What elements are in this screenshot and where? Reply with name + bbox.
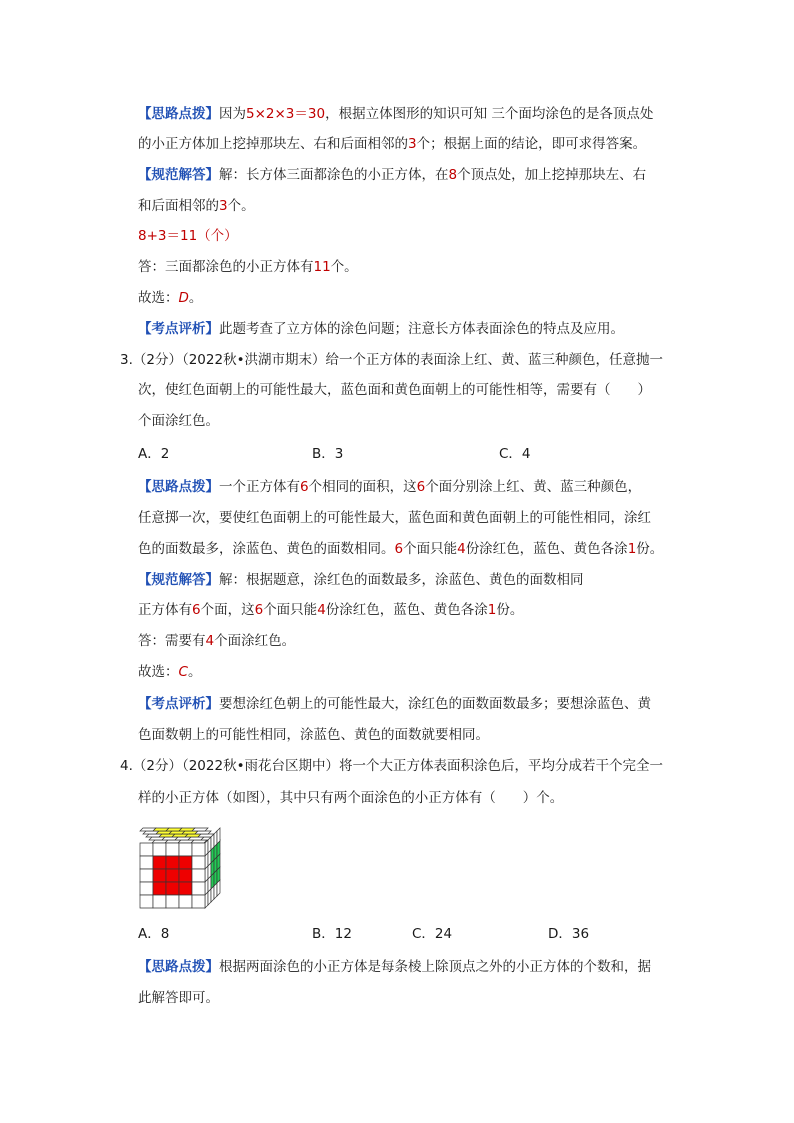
q2-calc: 8+3＝11（个） <box>138 228 238 244</box>
cube-front-cell <box>166 869 179 882</box>
q4-option-a: A．8 <box>138 926 170 942</box>
cube-front-cell <box>153 895 166 908</box>
q3-stem-line-2: 次，使红色面朝上的可能性最大，蓝色面和黄色面朝上的可能性相等，需要有（ ） <box>138 382 651 398</box>
cube-side-cell <box>208 889 211 905</box>
q4-stem-line-1: 4.（2分）（2022秋•雨花台区期中）将一个大正方体表面积涂色后，平均分成若干个完全一 <box>120 758 664 774</box>
q3-hint-line-2: 任意掷一次，要使红色面朝上的可能性最大，蓝色面和黄色面朝上的可能性相同，涂红 <box>138 510 651 526</box>
q3-answer-line-2: 正方体有6个面，这6个面只能4份涂红色，蓝色、黄色各涂1份。 <box>138 602 524 618</box>
q2-choice: 故选：D。 <box>138 290 203 306</box>
q4-option-b: B．12 <box>312 926 352 942</box>
q2-answer-label: 【规范解答】 <box>138 167 219 183</box>
cube-front-cell <box>153 882 166 895</box>
q4-option-d: D．36 <box>548 926 590 942</box>
cube-front-cell <box>192 856 205 869</box>
q4-hint-line-1: 【思路点拨】根据两面涂色的小正方体是每条棱上除顶点之外的小正方体的个数和，据 <box>138 959 651 975</box>
cube-front-cell <box>140 869 153 882</box>
cube-front-cell <box>179 869 192 882</box>
cube-side-cell <box>205 892 208 908</box>
cube-front-cell <box>140 843 153 856</box>
q4-hint-line-2: 此解答即可。 <box>138 990 219 1006</box>
q3-option-c: C．4 <box>499 446 531 462</box>
q4-option-c: C．24 <box>412 926 453 942</box>
q2-hint-line-1: 【思路点拨】因为5×2×3＝30，根据立体图形的知识可知 三个面均涂色的是各顶点处 <box>138 106 654 122</box>
cube-front-cell <box>153 869 166 882</box>
q3-review-line-1: 【考点评析】要想涂红色朝上的可能性最大，涂红色的面数面数最多；要想涂蓝色、黄 <box>138 696 651 712</box>
cube-front-cell <box>140 856 153 869</box>
cube-front-cell <box>166 856 179 869</box>
cube-front-cell <box>192 869 205 882</box>
q3-review-line-2: 色面数朝上的可能性相同，涂蓝色、黄色的面数就要相同。 <box>138 727 489 743</box>
q3-stem-line-1: 3.（2分）（2022秋•洪湖市期末）给一个正方体的表面涂上红、黄、蓝三种颜色，任意抛一 <box>120 352 664 368</box>
q3-stem-line-3: 个面涂红色。 <box>138 413 219 429</box>
cube-front-cell <box>166 882 179 895</box>
cube-side-cell <box>214 883 217 899</box>
q2-review-label: 【考点评析】 <box>138 321 219 337</box>
cube-front-cell <box>153 843 166 856</box>
cube-top-cell <box>195 831 211 834</box>
q2-hint-label: 【思路点拨】 <box>138 106 219 122</box>
cube-front-cell <box>166 895 179 908</box>
cube-front-cell <box>192 843 205 856</box>
cube-top-cell <box>192 828 208 831</box>
painted-cube-figure <box>138 826 224 912</box>
cube-front-cell <box>179 843 192 856</box>
q3-hint-label: 【思路点拨】 <box>138 479 219 495</box>
q3-hint-line-3: 色的面数最多，涂蓝色、黄色的面数相同。6个面只能4份涂红色，蓝色、黄色各涂1份。 <box>138 541 664 557</box>
cube-front-cell <box>140 895 153 908</box>
q4-stem-line-2: 样的小正方体（如图），其中只有两个面涂色的小正方体有（ ）个。 <box>138 790 564 806</box>
cube-front-cell <box>140 882 153 895</box>
q2-reply: 答：三面都涂色的小正方体有11个。 <box>138 259 358 275</box>
cube-front-cell <box>192 882 205 895</box>
cube-front-cell <box>179 856 192 869</box>
cube-front-cell <box>153 856 166 869</box>
q3-choice: 故选：C。 <box>138 664 202 680</box>
q3-review-label: 【考点评析】 <box>138 696 219 712</box>
cube-side-cell <box>217 880 220 896</box>
q2-answer-line-2: 和后面相邻的3个。 <box>138 198 255 214</box>
q2-review: 【考点评析】此题考查了立方体的涂色问题；注意长方体表面涂色的特点及应用。 <box>138 321 624 337</box>
q3-option-a: A．2 <box>138 446 170 462</box>
cube-side-cell <box>211 886 214 902</box>
q2-hint-line-2: 的小正方体加上挖掉那块左、右和后面相邻的3个；根据上面的结论，即可求得答案。 <box>138 136 647 152</box>
cube-front-cell <box>179 895 192 908</box>
q3-hint-line-1: 【思路点拨】一个正方体有6个相同的面积，这6个面分别涂上红、黄、蓝三种颜色， <box>138 479 642 495</box>
q3-answer-label: 【规范解答】 <box>138 572 219 588</box>
cube-front-cell <box>179 882 192 895</box>
q3-answer-line-1: 【规范解答】解：根据题意，涂红色的面数最多，涂蓝色、黄色的面数相同 <box>138 572 584 588</box>
q3-reply: 答：需要有4个面涂红色。 <box>138 633 296 649</box>
q3-option-b: B．3 <box>312 446 344 462</box>
cube-front-face <box>140 843 205 908</box>
cube-front-cell <box>166 843 179 856</box>
cube-front-cell <box>192 895 205 908</box>
q4-hint-label: 【思路点拨】 <box>138 959 219 975</box>
q2-answer-line-1: 【规范解答】解：长方体三面都涂色的小正方体，在8个顶点处，加上挖掉那块左、右 <box>138 167 647 183</box>
